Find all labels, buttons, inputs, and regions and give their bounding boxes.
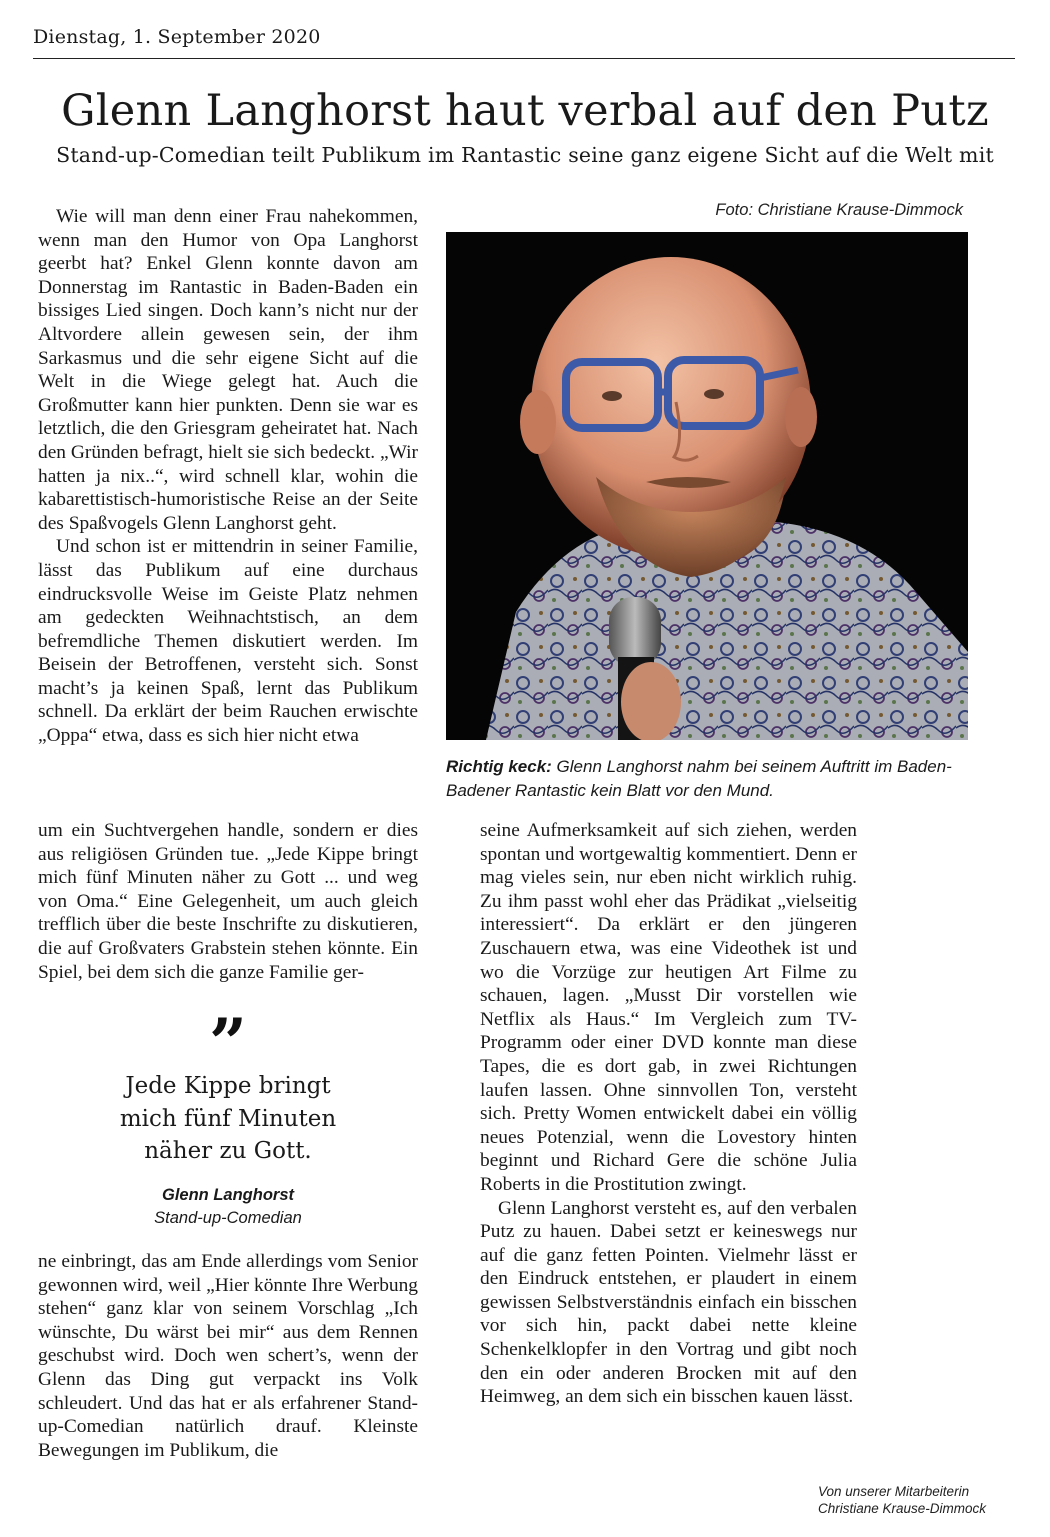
pull-quote-line: mich fünf Minuten [119, 1105, 337, 1132]
pull-quote-role: Stand-up-Comedian [154, 1209, 302, 1227]
pull-quote-text [0, 1070, 456, 1168]
caption-lead: Richtig keck: [446, 757, 552, 776]
paragraph: um ein Suchtvergehen handle, sondern er dies aus religiösen Gründen tue. „Jede Kippe bringt mich fünf Minuten näher zu Gott ... und weg von Oma.“ Eine Gelegenheit, um auch gleich trefflich über die beste Inschrifte zu diskutieren, die auf Großvaters Grabstein stehen könnte. Ein Spiel, bei dem sich die ganze Familie ger- [38, 820, 418, 983]
pull-quote-line: näher zu Gott. [144, 1138, 312, 1164]
photo-caption [446, 755, 1006, 803]
byline-line: Von unserer Mitarbeiterin [818, 1484, 970, 1499]
author-byline [818, 1483, 1038, 1517]
article-subheadline: Stand-up-Comedian teilt Publikum im Rantastic seine ganz eigene Sicht auf die Welt mit [56, 143, 994, 167]
comedian-photo [446, 232, 968, 740]
column-1-top [38, 205, 418, 748]
pull-quote-author: Glenn Langhorst [162, 1186, 294, 1204]
issue-date: Dienstag, 1. September 2020 [33, 26, 321, 48]
byline-author: Christiane Krause-Dimmock [818, 1501, 987, 1516]
column-1-bottom [38, 1250, 418, 1462]
paragraph: Und schon ist er mittendrin in seiner Familie, lässt das Publikum auf eine durchaus eindrucksvolle Weise im Geiste Platz nehmen am gedeckten Weihnachtstisch, an dem befremdliche Themen diskutiert werden. Im Beisein der Betroffenen, versteht sich. Sonst macht’s ja keinen Spaß, lernt das Publikum schnell. Da erklärt der beim Rauchen erwischte „Oppa“ etwa, dass es sich hier nicht etwa [38, 536, 418, 747]
column-1-middle [38, 819, 418, 984]
paragraph: seine Aufmerksamkeit auf sich ziehen, werden spontan und wortgewaltig kommentiert. Denn er mag vieles sein, nur eben nicht wirklich ruhig. Zu ihm passt wohl eher das Prädikat „vielseitig interessiert“. Da erklärt er den jüngeren Zuschauern etwa, was eine Videothek ist und wo die Vorzüge zur heutigen Art Filme zu schauen, lagen. „Musst Dir vorstellen wie Netflix als Haus.“ Im Vergleich zum TV-Programm oder einer DVD konnte man diese Tapes, die es dort gab, in zwei Richtungen laufen lassen. Ohne sinnvollen Ton, versteht sich. Pretty Women entwickelt dabei ein völlig neues Potenzial, wenn die Lovestory hinten beginnt und Richard Gere die schöne Julia Roberts in die Prostitution zwingt. [480, 820, 857, 1195]
header-rule [33, 58, 1015, 59]
paragraph: ne einbringt, das am Ende allerdings vom Senior gewonnen wird, weil „Hier könnte Ihre Werbung stehen“ ganz klar von seinem Vorschlag „Ich wünschte, Du wärst bei mir“ aus dem Rennen geschubst wird. Doch wen schert’s, wenn der Glenn das Ding gut verpackt ins Volk schleudert. Und das hat er als erfahrener Stand-up-Comedian natürlich drauf. Kleinste Bewegungen im Publikum, die [38, 1251, 418, 1461]
article-headline: Glenn Langhorst haut verbal auf den Putz [61, 86, 989, 136]
column-2 [480, 819, 857, 1409]
paragraph: Glenn Langhorst versteht es, auf den verbalen Putz zu hauen. Dabei setzt er keineswegs nur auf die ganz fetten Pointen. Vielmehr lässt er den Eindruck entstehen, er plaudert in einem gewissen Selbstverständnis einfach ein bisschen vor sich hin, packt dabei nette kleine Schenkelklopfer in den Vortrag und gibt noch den ein oder anderen Brocken mit auf den Heimweg, an dem sich ein bisschen kauen lässt. [480, 1197, 857, 1408]
paragraph: Wie will man denn einer Frau nahekommen, wenn man den Humor von Opa Langhorst geerbt hat? Enkel Glenn konnte davon am Donnerstag im Rantastic in Baden-Baden ein bissiges Lied singen. Doch kann’s nicht nur der Altvordere allein gewesen sein, der ihm Sarkasmus und die sehr eigene Sicht auf die Welt in die Wiege gelegt hat. Auch die Großmutter kann hier punkten. Denn sie war es letztlich, die den Griesgram geheiratet hat. Nach den Gründen befragt, hielt sie sich bedeckt. „Wir hatten ja nix..“, wird schnell klar, wohin die kabarettistisch-humoristische Reise an der Seite des Spaßvogels Glenn Langhorst geht. [38, 206, 418, 534]
photo-credit: Foto: Christiane Krause-Dimmock [715, 201, 963, 219]
caption-text: Glenn Langhorst nahm bei seinem Auftritt im Baden-Badener Rantastic kein Blatt vor den Mund. [446, 757, 952, 800]
pull-quote-line: Jede Kippe bringt [125, 1073, 331, 1099]
pull-quote-mark: ” [209, 1004, 247, 1082]
